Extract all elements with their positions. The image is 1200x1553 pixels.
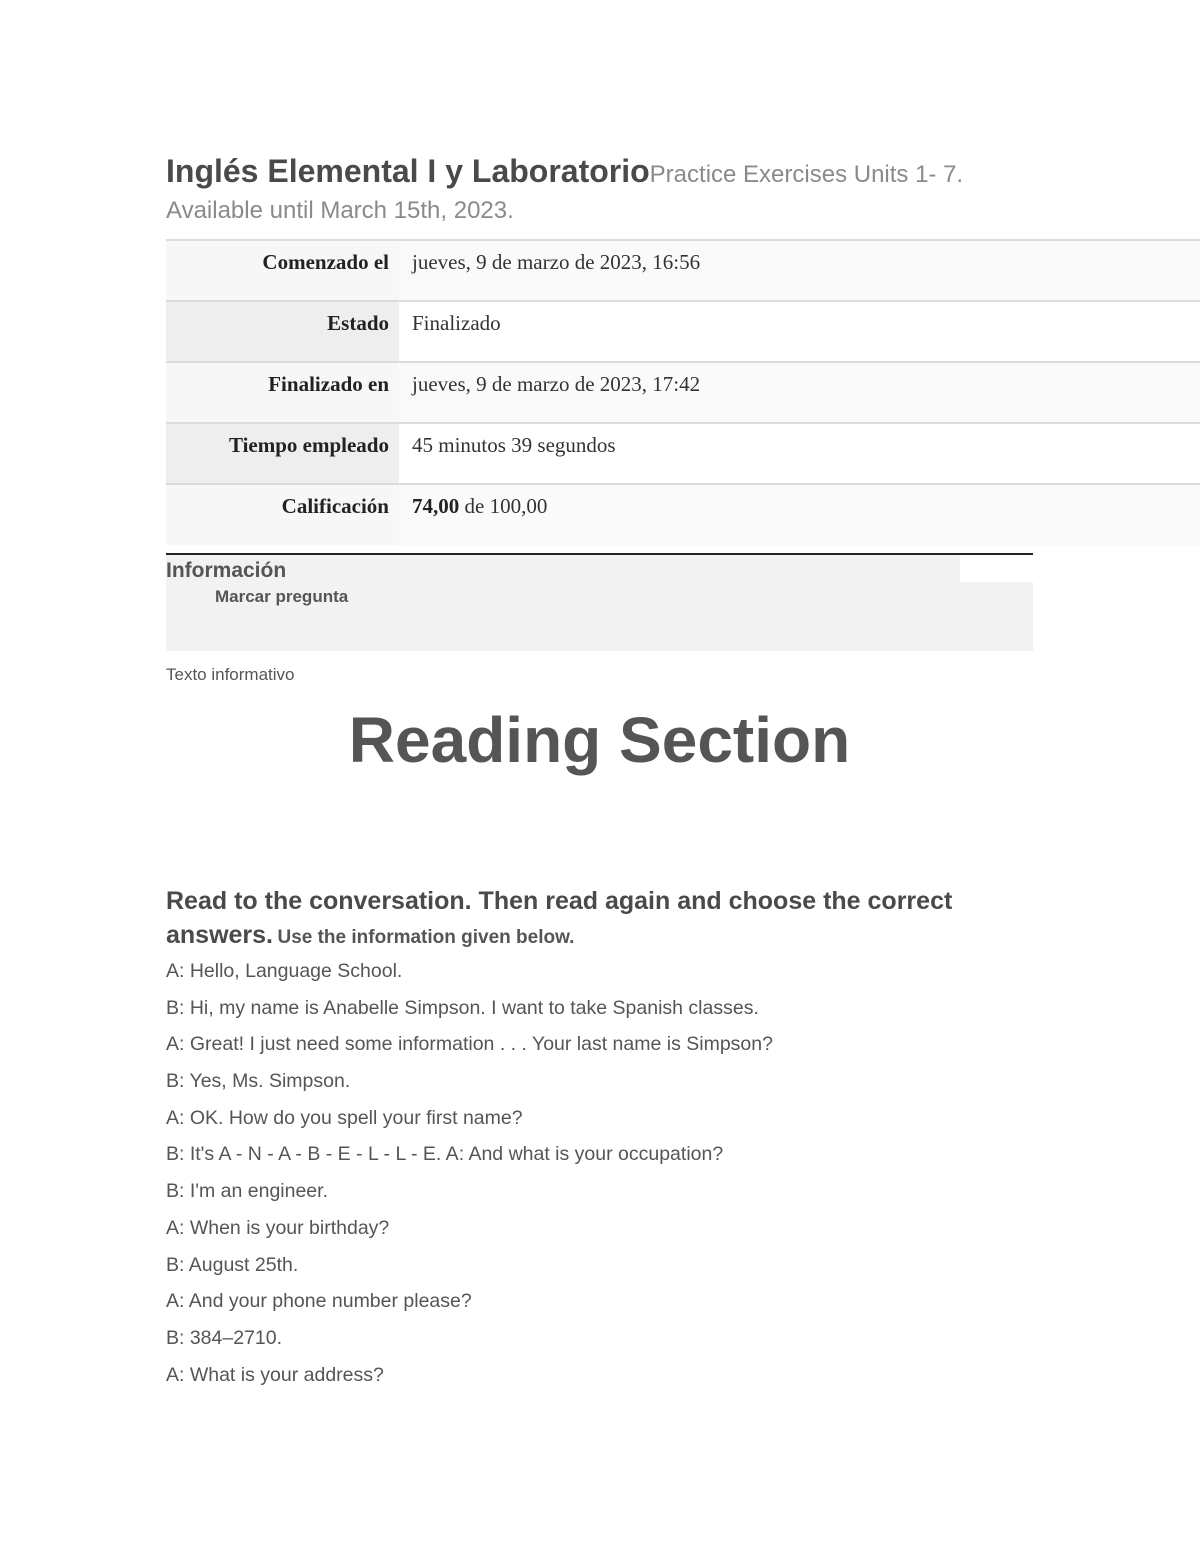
info-box-notch <box>960 555 1033 582</box>
conversation-line: A: And your phone number please? <box>166 1290 472 1313</box>
summary-label: Tiempo empleado <box>166 423 399 484</box>
summary-row-finished <box>166 362 1200 423</box>
conversation-line: A: When is your birthday? <box>166 1216 390 1239</box>
question-info-box <box>166 553 1033 651</box>
quiz-title: Practice Exercises Units 1- 7. Available until March 15th, 2023. <box>166 161 964 224</box>
conversation-line: B: Hi, my name is Anabelle Simpson. I want to take Spanish classes. <box>166 996 759 1019</box>
flag-question-button[interactable]: Marcar pregunta <box>215 587 349 606</box>
grade-max: de 100,00 <box>464 494 548 518</box>
conversation-line: B: I'm an engineer. <box>166 1180 328 1203</box>
summary-value: 45 minutos 39 segundos <box>399 423 1200 484</box>
summary-value: Finalizado <box>399 301 1200 362</box>
summary-value <box>399 484 1200 545</box>
summary-row-state <box>166 301 1200 362</box>
grade-score: 74,00 <box>412 494 460 518</box>
attempt-summary-table <box>166 239 1200 545</box>
conversation-line: B: Yes, Ms. Simpson. <box>166 1070 351 1093</box>
conversation-line: A: Great! I just need some information . . . Your last name is Simpson? <box>166 1033 773 1056</box>
summary-value: jueves, 9 de marzo de 2023, 17:42 <box>399 362 1200 423</box>
info-text-label: Texto informativo <box>166 665 295 684</box>
conversation-line: B: August 25th. <box>166 1253 299 1276</box>
section-heading: Reading Section <box>348 704 851 776</box>
summary-label: Comenzado el <box>166 240 399 301</box>
conversation-list <box>166 958 1036 1398</box>
summary-row-time-taken <box>166 423 1200 484</box>
summary-label: Finalizado en <box>166 362 399 423</box>
summary-row-grade <box>166 484 1200 545</box>
page-header <box>166 155 1026 230</box>
instructions-main: Read to the conversation. Then read again and choose the correct answers. <box>166 887 953 949</box>
conversation-line: A: OK. How do you spell your first name? <box>166 1106 523 1129</box>
course-title: Inglés Elemental I y Laboratorio <box>166 153 650 189</box>
info-title: Información <box>166 559 287 582</box>
summary-value: jueves, 9 de marzo de 2023, 16:56 <box>399 240 1200 301</box>
instructions <box>166 886 1036 954</box>
summary-label: Calificación <box>166 484 399 545</box>
conversation-line: B: 384–2710. <box>166 1326 283 1349</box>
instructions-sub: Use the information given below. <box>277 927 575 948</box>
summary-label: Estado <box>166 301 399 362</box>
conversation-line: B: It's A - N - A - B - E - L - L - E. A: And what is your occupation? <box>166 1143 724 1166</box>
summary-row-started <box>166 240 1200 301</box>
conversation-line: A: What is your address? <box>166 1363 384 1386</box>
conversation-line: A: Hello, Language School. <box>166 960 403 982</box>
